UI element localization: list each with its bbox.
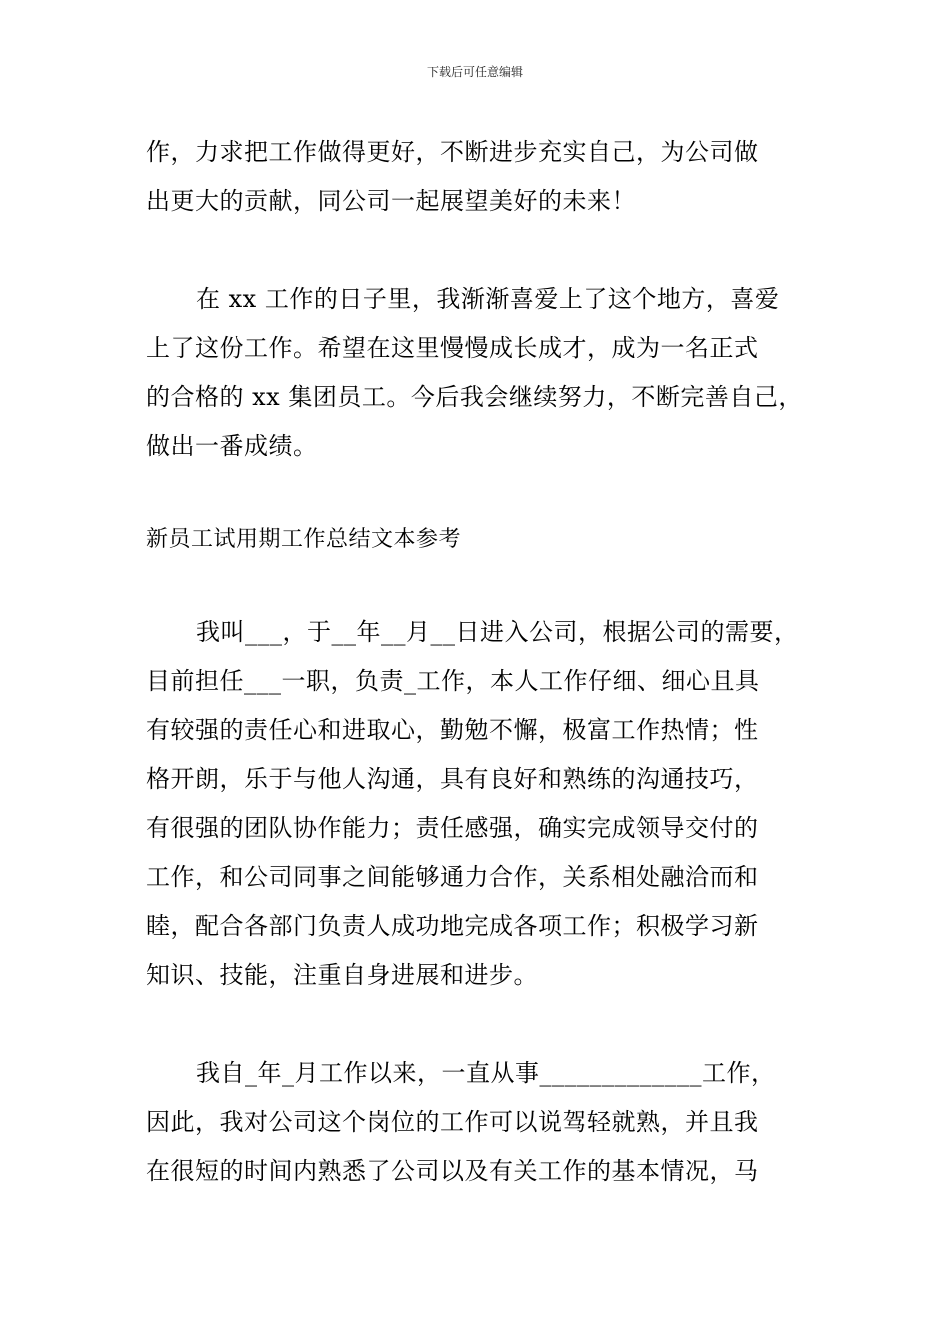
document-body: [146, 128, 836, 1196]
text-line: 在 xx 工作的日子里，我渐渐喜爱上了这个地方，喜爱: [196, 285, 780, 313]
paragraph-self-introduction: [146, 608, 836, 1000]
paragraph-gap: [146, 1000, 836, 1049]
text-line: 我叫___，于__年__月__日进入公司，根据公司的需要，: [196, 618, 799, 646]
text-line: 格开朗，乐于与他人沟通，具有良好和熟练的沟通技巧，: [146, 765, 759, 793]
text-line: 因此，我对公司这个岗位的工作可以说驾轻就熟，并且我: [146, 1108, 759, 1136]
section-title: 新员工试用期工作总结文本参考: [146, 527, 462, 552]
paragraph-work-experience: [146, 1049, 836, 1196]
page-header-note: 下载后可任意编辑: [426, 65, 523, 79]
paragraph-gap: [146, 471, 836, 515]
text-line: 在很短的时间内熟悉了公司以及有关工作的基本情况，马: [146, 1157, 759, 1185]
text-line: 出更大的贡献，同公司一起展望美好的未来！: [146, 187, 636, 215]
text-line: 的合格的 xx 集团员工。今后我会继续努力，不断完善自己，: [146, 383, 803, 411]
paragraph-gap: [146, 226, 836, 275]
text-line: 上了这份工作。希望在这里慢慢成长成才，成为一名正式: [146, 334, 759, 362]
text-line: 知识、技能，注重自身进展和进步。: [146, 961, 538, 989]
paragraph-closing: [146, 128, 836, 226]
text-line: 目前担任___一职，负责_工作，本人工作仔细、细心且具: [146, 667, 760, 695]
text-line: 睦，配合各部门负责人成功地完成各项工作；积极学习新: [146, 912, 759, 940]
text-line: 我自_年_月工作以来，一直从事_____________工作，: [196, 1059, 776, 1087]
paragraph-gap: [146, 564, 836, 608]
text-line: 作，力求把工作做得更好，不断进步充实自己，为公司做: [146, 138, 759, 166]
text-line: 工作，和公司同事之间能够通力合作，关系相处融洽而和: [146, 863, 759, 891]
text-line: 有较强的责任心和进取心，勤勉不懈，极富工作热情；性: [146, 716, 759, 744]
paragraph-xx-work: [146, 275, 836, 471]
text-line: 有很强的团队协作能力；责任感强，确实完成领导交付的: [146, 814, 759, 842]
text-line: 做出一番成绩。: [146, 432, 318, 460]
